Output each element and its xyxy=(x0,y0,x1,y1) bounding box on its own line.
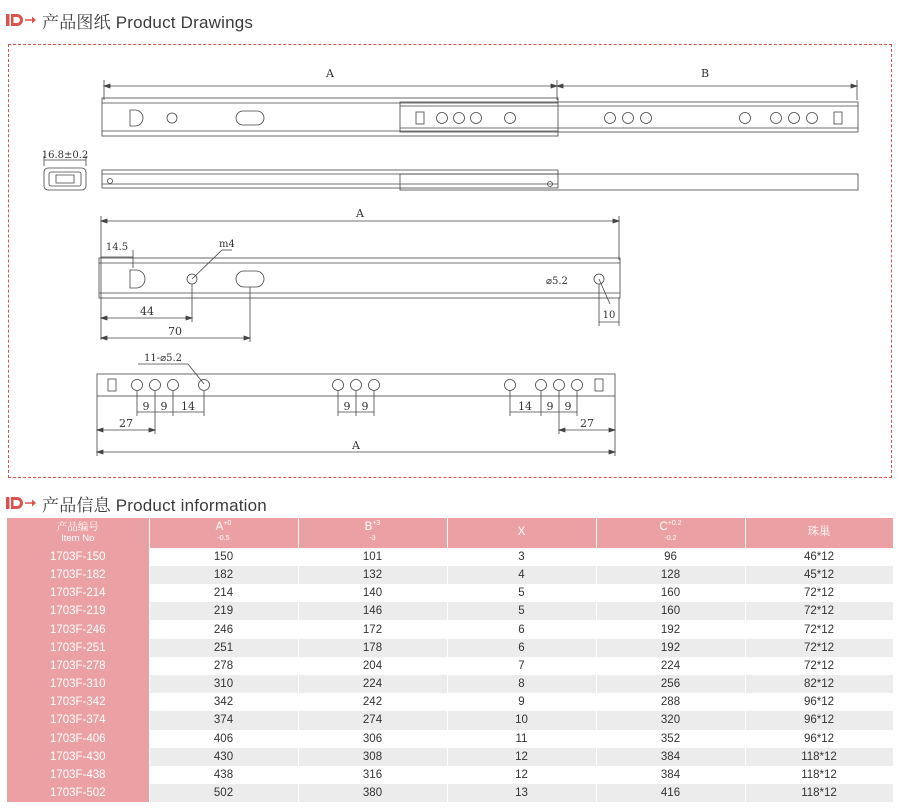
table-row xyxy=(7,748,893,766)
cell-balls: 118*12 xyxy=(745,784,893,802)
cell-x: 13 xyxy=(447,784,596,802)
cell-a: 219 xyxy=(149,602,298,620)
cell-item: 1703F-182 xyxy=(7,566,149,584)
cell-b: 146 xyxy=(298,602,447,620)
dim-b-top: B xyxy=(700,67,710,80)
cell-a: 430 xyxy=(149,748,298,766)
dim-9-e: 9 xyxy=(546,400,554,413)
cell-a: 150 xyxy=(149,548,298,566)
cell-balls: 96*12 xyxy=(745,730,893,748)
cell-c: 384 xyxy=(596,766,745,784)
cell-item: 1703F-374 xyxy=(7,711,149,729)
cell-x: 9 xyxy=(447,693,596,711)
cell-x: 5 xyxy=(447,584,596,602)
cell-b: 380 xyxy=(298,784,447,802)
cell-a: 406 xyxy=(149,730,298,748)
cell-b: 140 xyxy=(298,584,447,602)
table-row xyxy=(7,548,893,566)
cell-a: 374 xyxy=(149,711,298,729)
cell-c: 320 xyxy=(596,711,745,729)
cell-x: 5 xyxy=(447,602,596,620)
table-row xyxy=(7,711,893,729)
cell-balls: 72*12 xyxy=(745,584,893,602)
cell-c: 256 xyxy=(596,675,745,693)
table-row xyxy=(7,584,893,602)
cell-b: 316 xyxy=(298,766,447,784)
cell-a: 246 xyxy=(149,620,298,638)
cell-balls: 72*12 xyxy=(745,657,893,675)
cell-c: 416 xyxy=(596,784,745,802)
dim-27-left: 27 xyxy=(119,417,133,430)
cell-b: 172 xyxy=(298,620,447,638)
cell-balls: 82*12 xyxy=(745,675,893,693)
cell-x: 6 xyxy=(447,620,596,638)
table-row xyxy=(7,602,893,620)
cell-c: 192 xyxy=(596,639,745,657)
cell-c: 128 xyxy=(596,566,745,584)
cell-a: 182 xyxy=(149,566,298,584)
dim-10: 10 xyxy=(602,310,616,321)
cell-c: 224 xyxy=(596,657,745,675)
cell-x: 11 xyxy=(447,730,596,748)
label-phi-5-2: ⌀5.2 xyxy=(546,276,568,287)
cell-item: 1703F-278 xyxy=(7,657,149,675)
cell-c: 160 xyxy=(596,602,745,620)
header-item-no xyxy=(7,518,149,548)
extended-slide-view xyxy=(102,67,858,136)
table-row xyxy=(7,657,893,675)
drawings-section-title: 产品图纸 Product Drawings xyxy=(42,12,254,32)
info-section-title: 产品信息 Product information xyxy=(42,495,267,515)
cell-x: 12 xyxy=(447,766,596,784)
cell-b: 274 xyxy=(298,711,447,729)
cell-item: 1703F-246 xyxy=(7,620,149,638)
header-item-en: Item No xyxy=(61,532,95,544)
cell-c: 160 xyxy=(596,584,745,602)
brand-logo-icon xyxy=(6,496,36,510)
header-b: $B^{+3 -3}$ xyxy=(298,518,447,548)
dim-a-top: A xyxy=(326,67,334,80)
cell-item: 1703F-251 xyxy=(7,639,149,657)
dim-9-b: 9 xyxy=(160,400,168,413)
dim-9-f: 9 xyxy=(564,400,572,413)
cell-item: 1703F-310 xyxy=(7,675,149,693)
cell-balls: 118*12 xyxy=(745,766,893,784)
header-balls: 珠巢 xyxy=(745,518,893,548)
info-section-header xyxy=(6,492,267,514)
dim-a-detail: A xyxy=(356,207,364,220)
cell-c: 288 xyxy=(596,693,745,711)
table-row xyxy=(7,693,893,711)
dim-44: 44 xyxy=(140,305,154,318)
outer-rail-detail-view xyxy=(99,207,620,342)
cell-c: 96 xyxy=(596,548,745,566)
cell-balls: 96*12 xyxy=(745,711,893,729)
cell-c: 192 xyxy=(596,620,745,638)
cell-balls: 118*12 xyxy=(745,748,893,766)
cell-b: 204 xyxy=(298,657,447,675)
cell-x: 3 xyxy=(447,548,596,566)
cell-item: 1703F-219 xyxy=(7,602,149,620)
cell-b: 132 xyxy=(298,566,447,584)
cell-b: 308 xyxy=(298,748,447,766)
dim-9-d: 9 xyxy=(361,400,369,413)
cell-balls: 72*12 xyxy=(745,639,893,657)
cell-a: 278 xyxy=(149,657,298,675)
cell-balls: 46*12 xyxy=(745,548,893,566)
cell-b: 242 xyxy=(298,693,447,711)
cell-x: 10 xyxy=(447,711,596,729)
cell-balls: 96*12 xyxy=(745,693,893,711)
cell-item: 1703F-214 xyxy=(7,584,149,602)
table-row xyxy=(7,620,893,638)
cell-balls: 72*12 xyxy=(745,620,893,638)
table-row xyxy=(7,566,893,584)
cell-balls: 45*12 xyxy=(745,566,893,584)
cell-a: 502 xyxy=(149,784,298,802)
dim-9-a: 9 xyxy=(142,400,150,413)
product-info-table xyxy=(7,518,894,802)
table-header-row xyxy=(7,518,893,548)
cell-item: 1703F-502 xyxy=(7,784,149,802)
cell-a: 214 xyxy=(149,584,298,602)
cell-x: 8 xyxy=(447,675,596,693)
cell-x: 4 xyxy=(447,566,596,584)
dim-9-c: 9 xyxy=(343,400,351,413)
cell-b: 224 xyxy=(298,675,447,693)
cell-c: 352 xyxy=(596,730,745,748)
cell-x: 7 xyxy=(447,657,596,675)
cell-item: 1703F-406 xyxy=(7,730,149,748)
cell-item: 1703F-150 xyxy=(7,548,149,566)
dim-height: 16.8±0.2 xyxy=(41,150,89,161)
table-row xyxy=(7,784,893,802)
label-m4: m4 xyxy=(219,239,235,250)
cell-balls: 72*12 xyxy=(745,602,893,620)
cell-c: 384 xyxy=(596,748,745,766)
table-row xyxy=(7,766,893,784)
dim-70: 70 xyxy=(168,325,182,338)
cell-a: 310 xyxy=(149,675,298,693)
cell-item: 1703F-342 xyxy=(7,693,149,711)
table-row xyxy=(7,730,893,748)
cell-a: 438 xyxy=(149,766,298,784)
table-row xyxy=(7,639,893,657)
inner-rail-detail-view xyxy=(97,353,615,456)
cell-a: 251 xyxy=(149,639,298,657)
cell-a: 342 xyxy=(149,693,298,711)
dim-a-bottom: A xyxy=(352,439,360,452)
cell-x: 12 xyxy=(447,748,596,766)
label-holes: 11-⌀5.2 xyxy=(144,353,183,364)
dim-27-right: 27 xyxy=(580,417,594,430)
header-x: X xyxy=(447,518,596,548)
cell-b: 306 xyxy=(298,730,447,748)
side-profile-view xyxy=(42,150,858,190)
header-c: $C^{+0.2 -0.2}$ xyxy=(596,518,745,548)
cell-b: 101 xyxy=(298,548,447,566)
table-row xyxy=(7,675,893,693)
cell-b: 178 xyxy=(298,639,447,657)
dim-14-left: 14 xyxy=(181,400,195,413)
dim-14-5: 14.5 xyxy=(105,242,129,253)
header-a: $A^{+0 -0.5}$ xyxy=(149,518,298,548)
cell-x: 6 xyxy=(447,639,596,657)
cell-item: 1703F-438 xyxy=(7,766,149,784)
dim-14-right: 14 xyxy=(518,400,532,413)
cell-item: 1703F-430 xyxy=(7,748,149,766)
header-item-cn: 产品编号 xyxy=(56,520,99,533)
